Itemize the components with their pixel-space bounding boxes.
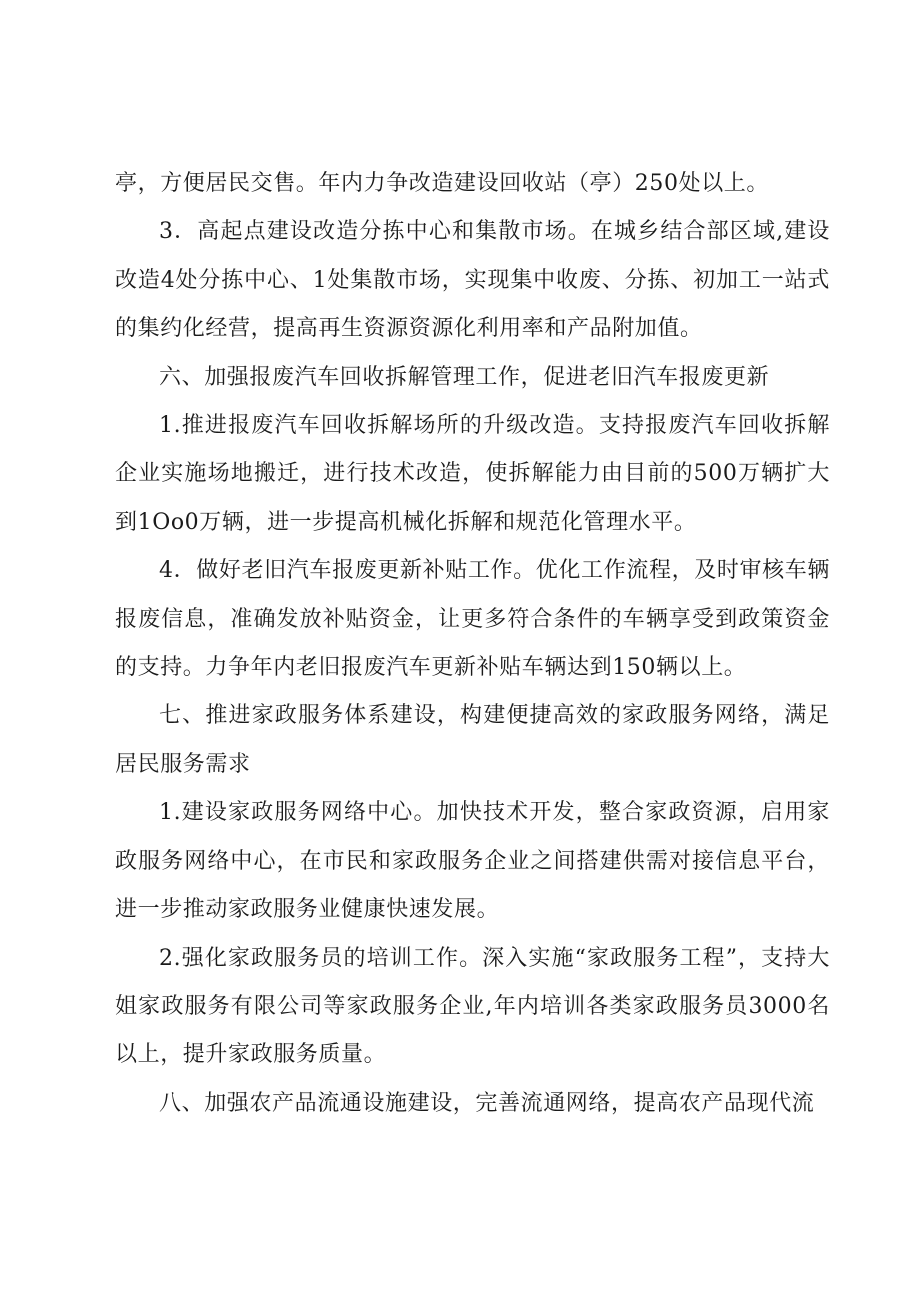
paragraph-item-4-subsidy: 4．做好老旧汽车报废更新补贴工作。优化工作流程，及时审核车辆报废信息，准确发放补贴资金，让更多符合条件的车辆享受到政策资金的支持。力争年内老旧报废汽车更新补贴车辆达到150辆以上。	[115, 558, 830, 681]
paragraph-continuation: 亭，方便居民交售。年内力争改造建设回收站（亭）250处以上。	[115, 171, 769, 196]
section-heading-7: 七、推进家政服务体系建设，构建便捷高效的家政服务网络，满足居民服务需求	[115, 703, 830, 777]
paragraph-item-3-sorting-center: 3．高起点建设改造分拣中心和集散市场。在城乡结合部区域,建设改造4处分拣中心、1处集散市场，实现集中收废、分拣、初加工一站式的集约化经营，提高再生资源资源化利用率和产品附加值。	[115, 219, 830, 342]
paragraph-item-1-network-center: 1.建设家政服务网络中心。加快技术开发，整合家政资源，启用家政服务网络中心，在市民和家政服务企业之间搭建供需对接信息平台，进一步推动家政服务业健康快速发展。	[115, 800, 830, 923]
section-heading-8: 八、加强农产品流通设施建设，完善流通网络，提高农产品现代流	[159, 1090, 815, 1116]
paragraph-item-2-training: 2.强化家政服务员的培训工作。深入实施“家政服务工程”，支持大姐家政服务有限公司等家政服务企业,年内培训各类家政服务员3000名以上，提升家政服务质量。	[115, 945, 830, 1068]
document-body	[115, 160, 830, 1128]
section-heading-6: 六、加强报废汽车回收拆解管理工作，促进老旧汽车报废更新	[159, 364, 770, 390]
paragraph-item-1-dismantling-upgrade: 1.推进报废汽车回收拆解场所的升级改造。支持报废汽车回收拆解企业实施场地搬迁，进行技术改造，使拆解能力由目前的500万辆扩大到1Oo0万辆，进一步提高机械化拆解和规范化管理水平。	[115, 413, 830, 535]
